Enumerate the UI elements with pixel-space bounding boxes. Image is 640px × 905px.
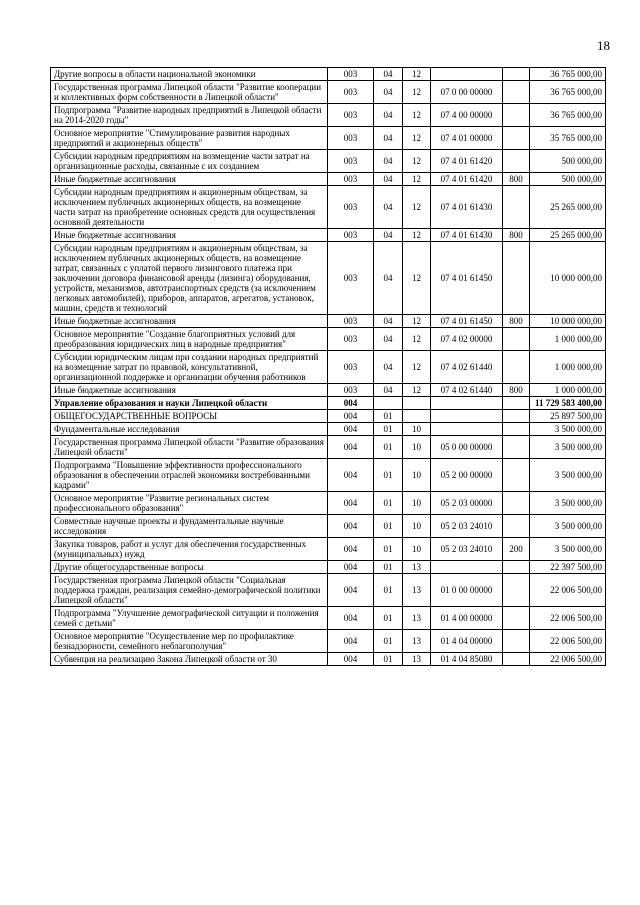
row-subsection-code-cell: 12 (403, 68, 431, 81)
row-name-cell: Управление образования и науки Липецкой области (51, 397, 328, 410)
row-amount-cell: 22 006 500,00 (530, 653, 606, 666)
row-expense-type-cell: 200 (503, 538, 530, 561)
row-expense-type-cell (503, 436, 530, 459)
row-subsection-code-cell: 13 (403, 607, 431, 630)
row-target-article-cell (431, 397, 503, 410)
row-name-cell: Основное мероприятие "Стимулирование развития народных предприятий и акционерных обществ" (51, 127, 328, 150)
row-amount-cell: 3 500 000,00 (530, 538, 606, 561)
table-row (51, 104, 606, 127)
budget-table-body (51, 68, 606, 666)
row-target-article-cell: 07 4 01 61420 (431, 150, 503, 173)
row-section-code-cell: 01 (374, 653, 403, 666)
row-target-article-cell: 07 4 01 00000 (431, 127, 503, 150)
row-section-code-cell: 04 (374, 150, 403, 173)
row-section-code-cell: 04 (374, 81, 403, 104)
row-expense-type-cell (503, 561, 530, 574)
row-section-code-cell: 01 (374, 515, 403, 538)
table-row (51, 315, 606, 328)
row-ministry-code-cell: 003 (328, 315, 374, 328)
row-amount-cell: 36 765 000,00 (530, 81, 606, 104)
row-ministry-code-cell: 003 (328, 351, 374, 384)
row-section-code-cell: 04 (374, 384, 403, 397)
row-amount-cell: 500 000,00 (530, 150, 606, 173)
row-name-cell: Иные бюджетные ассигнования (51, 229, 328, 242)
row-subsection-code-cell: 10 (403, 423, 431, 436)
row-target-article-cell: 05 0 00 00000 (431, 436, 503, 459)
row-amount-cell: 500 000,00 (530, 173, 606, 186)
row-target-article-cell: 07 4 01 61450 (431, 242, 503, 315)
row-section-code-cell: 04 (374, 315, 403, 328)
table-row (51, 492, 606, 515)
row-amount-cell: 25 265 000,00 (530, 229, 606, 242)
row-name-cell: Подпрограмма "Развитие народных предприятий в Липецкой области на 2014-2020 годы" (51, 104, 328, 127)
row-target-article-cell: 01 4 00 00000 (431, 607, 503, 630)
row-amount-cell: 1 000 000,00 (530, 384, 606, 397)
table-row (51, 410, 606, 423)
row-subsection-code-cell: 13 (403, 574, 431, 607)
row-amount-cell: 10 000 000,00 (530, 315, 606, 328)
row-expense-type-cell (503, 515, 530, 538)
row-target-article-cell: 05 2 03 24010 (431, 538, 503, 561)
row-ministry-code-cell: 004 (328, 630, 374, 653)
row-section-code-cell: 04 (374, 351, 403, 384)
budget-table (50, 67, 606, 666)
table-row (51, 328, 606, 351)
row-target-article-cell: 05 2 03 24010 (431, 515, 503, 538)
row-subsection-code-cell: 13 (403, 653, 431, 666)
row-ministry-code-cell: 003 (328, 150, 374, 173)
row-name-cell: Иные бюджетные ассигнования (51, 173, 328, 186)
row-subsection-code-cell: 13 (403, 561, 431, 574)
row-ministry-code-cell: 003 (328, 173, 374, 186)
row-name-cell: Иные бюджетные ассигнования (51, 384, 328, 397)
table-row (51, 515, 606, 538)
row-expense-type-cell (503, 423, 530, 436)
row-name-cell: Фундаментальные исследования (51, 423, 328, 436)
row-amount-cell: 1 000 000,00 (530, 351, 606, 384)
row-subsection-code-cell: 12 (403, 384, 431, 397)
row-expense-type-cell: 800 (503, 229, 530, 242)
row-expense-type-cell (503, 242, 530, 315)
table-row (51, 127, 606, 150)
row-name-cell: Совместные научные проекты и фундаментальные научные исследования (51, 515, 328, 538)
row-amount-cell: 36 765 000,00 (530, 104, 606, 127)
row-expense-type-cell (503, 607, 530, 630)
table-row (51, 653, 606, 666)
row-ministry-code-cell: 004 (328, 653, 374, 666)
row-expense-type-cell: 800 (503, 384, 530, 397)
row-expense-type-cell (503, 410, 530, 423)
row-amount-cell: 1 000 000,00 (530, 328, 606, 351)
row-section-code-cell: 01 (374, 436, 403, 459)
table-row (51, 242, 606, 315)
row-subsection-code-cell: 10 (403, 436, 431, 459)
row-subsection-code-cell: 10 (403, 459, 431, 492)
row-name-cell: Подпрограмма "Улучшение демографической ситуации и положения семей с детьми" (51, 607, 328, 630)
row-amount-cell: 25 265 000,00 (530, 186, 606, 229)
row-subsection-code-cell: 12 (403, 242, 431, 315)
row-target-article-cell: 07 4 02 00000 (431, 328, 503, 351)
row-target-article-cell (431, 423, 503, 436)
row-subsection-code-cell: 10 (403, 492, 431, 515)
row-name-cell: Основное мероприятие "Развитие региональных систем профессионального образования" (51, 492, 328, 515)
row-name-cell: Субвенция на реализацию Закона Липецкой области от 30 (51, 653, 328, 666)
row-section-code-cell: 04 (374, 229, 403, 242)
row-name-cell: Иные бюджетные ассигнования (51, 315, 328, 328)
row-section-code-cell: 04 (374, 68, 403, 81)
row-expense-type-cell (503, 630, 530, 653)
table-row (51, 538, 606, 561)
table-row (51, 423, 606, 436)
row-subsection-code-cell: 12 (403, 173, 431, 186)
row-ministry-code-cell: 004 (328, 607, 374, 630)
row-section-code-cell: 01 (374, 630, 403, 653)
table-row (51, 630, 606, 653)
row-amount-cell: 3 500 000,00 (530, 459, 606, 492)
row-ministry-code-cell: 004 (328, 436, 374, 459)
row-target-article-cell (431, 410, 503, 423)
table-row (51, 150, 606, 173)
table-row (51, 351, 606, 384)
row-expense-type-cell (503, 328, 530, 351)
row-expense-type-cell (503, 68, 530, 81)
row-amount-cell: 22 006 500,00 (530, 574, 606, 607)
row-amount-cell: 3 500 000,00 (530, 515, 606, 538)
row-target-article-cell: 07 4 01 61450 (431, 315, 503, 328)
row-amount-cell: 25 897 500,00 (530, 410, 606, 423)
row-subsection-code-cell: 12 (403, 104, 431, 127)
row-amount-cell: 3 500 000,00 (530, 436, 606, 459)
table-row (51, 186, 606, 229)
row-amount-cell: 3 500 000,00 (530, 492, 606, 515)
table-row (51, 436, 606, 459)
row-section-code-cell: 04 (374, 186, 403, 229)
row-subsection-code-cell: 12 (403, 150, 431, 173)
row-target-article-cell: 07 4 01 61430 (431, 229, 503, 242)
row-ministry-code-cell: 004 (328, 515, 374, 538)
row-section-code-cell: 04 (374, 242, 403, 315)
row-section-code-cell: 01 (374, 538, 403, 561)
table-row (51, 397, 606, 410)
row-expense-type-cell (503, 653, 530, 666)
row-expense-type-cell (503, 150, 530, 173)
row-amount-cell: 22 006 500,00 (530, 630, 606, 653)
row-name-cell: Субсидии народным предприятиям на возмещение части затрат на организационные расходы, связанные с их созданием (51, 150, 328, 173)
row-ministry-code-cell: 004 (328, 492, 374, 515)
row-target-article-cell: 01 4 04 00000 (431, 630, 503, 653)
row-ministry-code-cell: 003 (328, 186, 374, 229)
table-row (51, 574, 606, 607)
row-amount-cell: 3 500 000,00 (530, 423, 606, 436)
row-subsection-code-cell: 12 (403, 127, 431, 150)
row-name-cell: Субсидии юридическим лицам при создании народных предприятий на возмещение затрат по правовой, консультативной, организационной поддержке и организации обучения работников (51, 351, 328, 384)
row-subsection-code-cell: 12 (403, 351, 431, 384)
row-name-cell: Государственная программа Липецкой области "Развитие кооперации и коллективных форм собственности в Липецкой области" (51, 81, 328, 104)
row-expense-type-cell (503, 492, 530, 515)
row-target-article-cell: 07 4 01 61420 (431, 173, 503, 186)
row-target-article-cell (431, 68, 503, 81)
row-subsection-code-cell: 10 (403, 515, 431, 538)
row-expense-type-cell (503, 104, 530, 127)
table-row (51, 459, 606, 492)
row-ministry-code-cell: 004 (328, 538, 374, 561)
row-target-article-cell: 05 2 03 00000 (431, 492, 503, 515)
row-expense-type-cell (503, 351, 530, 384)
table-row (51, 68, 606, 81)
row-expense-type-cell (503, 574, 530, 607)
row-target-article-cell: 07 0 00 00000 (431, 81, 503, 104)
row-name-cell: Подпрограмма "Повышение эффективности профессионального образования в обеспечении отраслей экономики востребованными кадрами" (51, 459, 328, 492)
row-name-cell: Субсидии народным предприятиям и акционерным обществам, за исключением публичных акционерных обществ, на возмещение части затрат на приобретение основных средств для осуществления основной деятельности (51, 186, 328, 229)
row-expense-type-cell (503, 81, 530, 104)
row-subsection-code-cell (403, 397, 431, 410)
row-expense-type-cell (503, 397, 530, 410)
table-row (51, 561, 606, 574)
row-section-code-cell: 04 (374, 127, 403, 150)
table-row (51, 607, 606, 630)
row-target-article-cell: 07 4 02 61440 (431, 351, 503, 384)
row-ministry-code-cell: 003 (328, 81, 374, 104)
row-subsection-code-cell: 12 (403, 81, 431, 104)
row-target-article-cell: 07 4 02 61440 (431, 384, 503, 397)
row-target-article-cell: 07 4 00 00000 (431, 104, 503, 127)
row-name-cell: Основное мероприятие "Осуществление мер по профилактике безнадзорности, семейного неблагополучия" (51, 630, 328, 653)
row-amount-cell: 36 765 000,00 (530, 68, 606, 81)
row-expense-type-cell: 800 (503, 173, 530, 186)
row-subsection-code-cell: 13 (403, 630, 431, 653)
row-subsection-code-cell: 12 (403, 229, 431, 242)
row-expense-type-cell (503, 459, 530, 492)
row-amount-cell: 22 006 500,00 (530, 607, 606, 630)
row-ministry-code-cell: 004 (328, 459, 374, 492)
page-number: 18 (597, 38, 610, 53)
row-subsection-code-cell (403, 410, 431, 423)
row-section-code-cell: 04 (374, 328, 403, 351)
row-ministry-code-cell: 004 (328, 397, 374, 410)
row-amount-cell: 35 765 000,00 (530, 127, 606, 150)
row-ministry-code-cell: 003 (328, 104, 374, 127)
row-section-code-cell: 04 (374, 104, 403, 127)
row-name-cell: Закупка товаров, работ и услуг для обеспечения государственных (муниципальных) нужд (51, 538, 328, 561)
row-amount-cell: 22 397 500,00 (530, 561, 606, 574)
row-section-code-cell: 01 (374, 607, 403, 630)
row-ministry-code-cell: 004 (328, 423, 374, 436)
row-name-cell: Государственная программа Липецкой области "Развитие образования Липецкой области" (51, 436, 328, 459)
row-name-cell: Основное мероприятие "Создание благоприятных условий для преобразования юридических лиц в народные предприятия" (51, 328, 328, 351)
table-row (51, 173, 606, 186)
row-subsection-code-cell: 12 (403, 315, 431, 328)
row-section-code-cell: 01 (374, 492, 403, 515)
row-ministry-code-cell: 003 (328, 68, 374, 81)
row-expense-type-cell (503, 127, 530, 150)
table-row (51, 229, 606, 242)
row-expense-type-cell: 800 (503, 315, 530, 328)
row-amount-cell: 10 000 000,00 (530, 242, 606, 315)
row-target-article-cell: 07 4 01 61430 (431, 186, 503, 229)
row-section-code-cell: 01 (374, 423, 403, 436)
row-name-cell: Другие вопросы в области национальной экономики (51, 68, 328, 81)
row-ministry-code-cell: 003 (328, 328, 374, 351)
row-ministry-code-cell: 004 (328, 561, 374, 574)
row-ministry-code-cell: 003 (328, 127, 374, 150)
row-ministry-code-cell: 003 (328, 242, 374, 315)
row-ministry-code-cell: 003 (328, 384, 374, 397)
row-name-cell: Государственная программа Липецкой области "Социальная поддержка граждан, реализация семейно-демографической политики Липецкой области" (51, 574, 328, 607)
row-name-cell: ОБЩЕГОСУДАРСТВЕННЫЕ ВОПРОСЫ (51, 410, 328, 423)
row-target-article-cell: 01 0 00 00000 (431, 574, 503, 607)
row-ministry-code-cell: 003 (328, 229, 374, 242)
row-section-code-cell: 01 (374, 561, 403, 574)
row-ministry-code-cell: 004 (328, 574, 374, 607)
row-section-code-cell: 04 (374, 173, 403, 186)
row-amount-cell: 11 729 583 400,00 (530, 397, 606, 410)
row-target-article-cell (431, 561, 503, 574)
row-section-code-cell: 01 (374, 410, 403, 423)
row-section-code-cell: 01 (374, 459, 403, 492)
row-subsection-code-cell: 10 (403, 538, 431, 561)
table-row (51, 384, 606, 397)
row-target-article-cell: 05 2 00 00000 (431, 459, 503, 492)
row-section-code-cell: 01 (374, 574, 403, 607)
table-row (51, 81, 606, 104)
row-expense-type-cell (503, 186, 530, 229)
row-name-cell: Другие общегосударственные вопросы (51, 561, 328, 574)
row-section-code-cell (374, 397, 403, 410)
row-subsection-code-cell: 12 (403, 328, 431, 351)
row-subsection-code-cell: 12 (403, 186, 431, 229)
row-name-cell: Субсидии народным предприятиям и акционерным обществам, за исключением публичных акционерных обществ, на возмещение затрат, связанных с уплатой первого лизингового платежа при заключении договора финансовой аренды (лизинга) оборудования, устройств, механизмов, автотранспортных средств (за исключением легковых автомобилей), приборов, аппаратов, агрегатов, установок, машин, средств и технологий (51, 242, 328, 315)
row-ministry-code-cell: 004 (328, 410, 374, 423)
row-target-article-cell: 01 4 04 85080 (431, 653, 503, 666)
